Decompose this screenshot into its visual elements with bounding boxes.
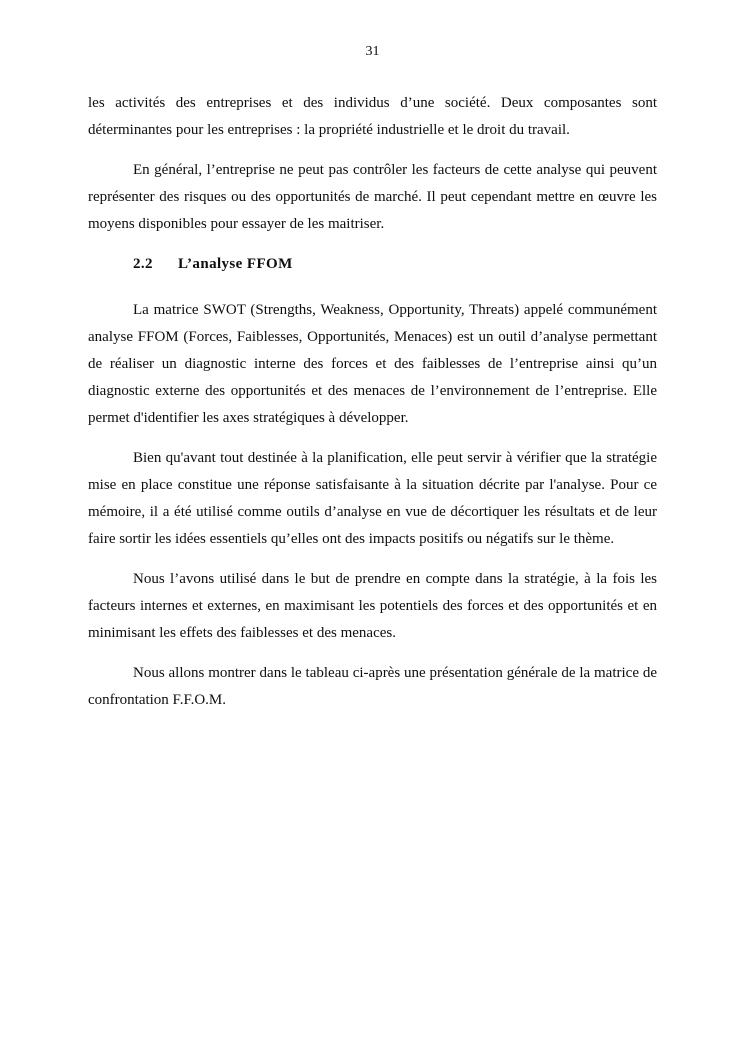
page-body xyxy=(88,90,657,714)
paragraph-analyse-facteurs: En général, l’entreprise ne peut pas contrôler les facteurs de cette analyse qui peuvent représenter des risques ou des opportunités de marché. Il peut cependant mettre en œuvre les moyens disponibles pour essayer de les maitriser. xyxy=(88,162,657,232)
paragraph-utilisation: Nous l’avons utilisé dans le but de prendre en compte dans la stratégie, à la fois les facteurs internes et externes, en maximisant les potentiels des forces et des opportunités et en minimisant les effets des faiblesses et des menaces. xyxy=(88,571,657,641)
section-heading-title: L’analyse FFOM xyxy=(178,256,293,272)
section-heading-number: 2.2 xyxy=(133,256,153,272)
paragraph-intro-continuation: les activités des entreprises et des individus d’une société. Deux composantes sont déterminantes pour les entreprises : la propriété industrielle et le droit du travail. xyxy=(88,95,657,138)
paragraph-matrice-swot: La matrice SWOT (Strengths, Weakness, Opportunity, Threats) appelé communément analyse FFOM (Forces, Faiblesses, Opportunités, Menaces) est un outil d’analyse permettant de réaliser un diagnostic interne des forces et des faiblesses de l’entreprise ainsi qu’un diagnostic externe des opportunités et des menaces de l’environnement de l’entreprise. Elle permet d'identifier les axes stratégiques à développer. xyxy=(88,302,657,426)
page-number: 31 xyxy=(365,44,380,59)
paragraph-tableau-annonce: Nous allons montrer dans le tableau ci-après une présentation générale de la matrice de confrontation F.F.O.M. xyxy=(88,665,657,708)
paragraph-planification: Bien qu'avant tout destinée à la planification, elle peut servir à vérifier que la stratégie mise en place constitue une réponse satisfaisante à la situation décrite par l'analyse. Pour ce mémoire, il a été utilisé comme outils d’analyse en vue de décortiquer les résultats et de leur faire sortir les idées essentiels qu’elles ont des impacts positifs ou négatifs sur le thème. xyxy=(88,450,657,547)
section-heading xyxy=(133,251,657,278)
